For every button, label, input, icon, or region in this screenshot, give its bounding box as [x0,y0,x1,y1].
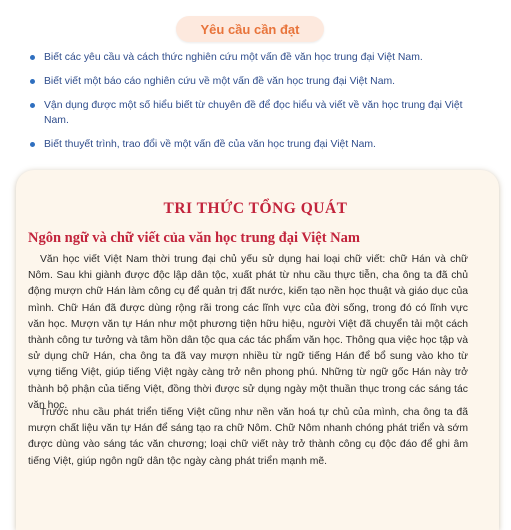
body-paragraph: Trước nhu cầu phát triển tiếng Việt cũng như nền văn hoá tự chủ của mình, cha ông ta đã mượn chất liệu văn tự Hán để sáng tạo ra chữ Nôm. Chữ Nôm nhanh chóng phát triển và sớm được dùng vào sáng tác văn chương; loại chữ viết này trở thành công cụ độc đáo để ghi âm tiếng Việt, giúp ngôn ngữ dân tộc ngày càng phát triển mạnh mẽ. [28,407,468,467]
bullet-icon [30,55,35,60]
bullet-icon [30,79,35,84]
section-heading: Ngôn ngữ và chữ viết của văn học trung đại Việt Nam [28,230,360,246]
requirement-item: Biết thuyết trình, trao đổi về một vấn đề của văn học trung đại Việt Nam. [30,137,470,152]
requirements-title: Yêu cầu cần đạt [176,16,324,42]
requirement-item: Vận dụng được một số hiểu biết từ chuyên đề để đọc hiểu và viết về văn học trung đại Việt Nam. [30,98,470,128]
requirement-item: Biết viết một báo cáo nghiên cứu về một vấn đề văn học trung đại Việt Nam. [30,74,470,89]
requirements-list [30,50,470,161]
requirement-item: Biết các yêu cầu và cách thức nghiên cứu một vấn đề văn học trung đại Việt Nam. [30,50,470,65]
bullet-icon [30,142,35,147]
body-paragraph: Văn học viết Việt Nam thời trung đại chủ yếu sử dụng hai loại chữ viết: chữ Hán và chữ Nôm. Sau khi giành được độc lập dân tộc, xuất phát từ nhu cầu thực tiễn, cha ông ta đã chủ động mượn chữ Hán làm công cụ để quản trị đất nước, kiến tạo nền học thuật và giáo dục của mình. Chữ Hán đã được dùng rộng rãi trong các lĩnh vực của đời sống, trong đó có lĩnh vực văn học. Mượn văn tự Hán như một phương tiện hữu hiệu, người Việt đã chuyển tải một cách thành công tư tưởng và tâm hồn dân tộc qua các tác phẩm văn học. Thông qua việc học tập và sử dụng chữ Hán, cha ông ta đã vay mượn nhiều từ ngữ tiếng Hán để bổ sung vào kho từ vựng tiếng Việt, giúp tiếng Việt ngày càng trở nên phong phú. Những từ ngữ gốc Hán này trở thành bộ phận của tiếng Việt, đồng thời được sử dụng ngày một thuần thục trong các sáng tác văn học. [28,254,468,411]
bullet-icon [30,103,35,108]
knowledge-title: TRI THỨC TỔNG QUÁT [163,200,348,217]
